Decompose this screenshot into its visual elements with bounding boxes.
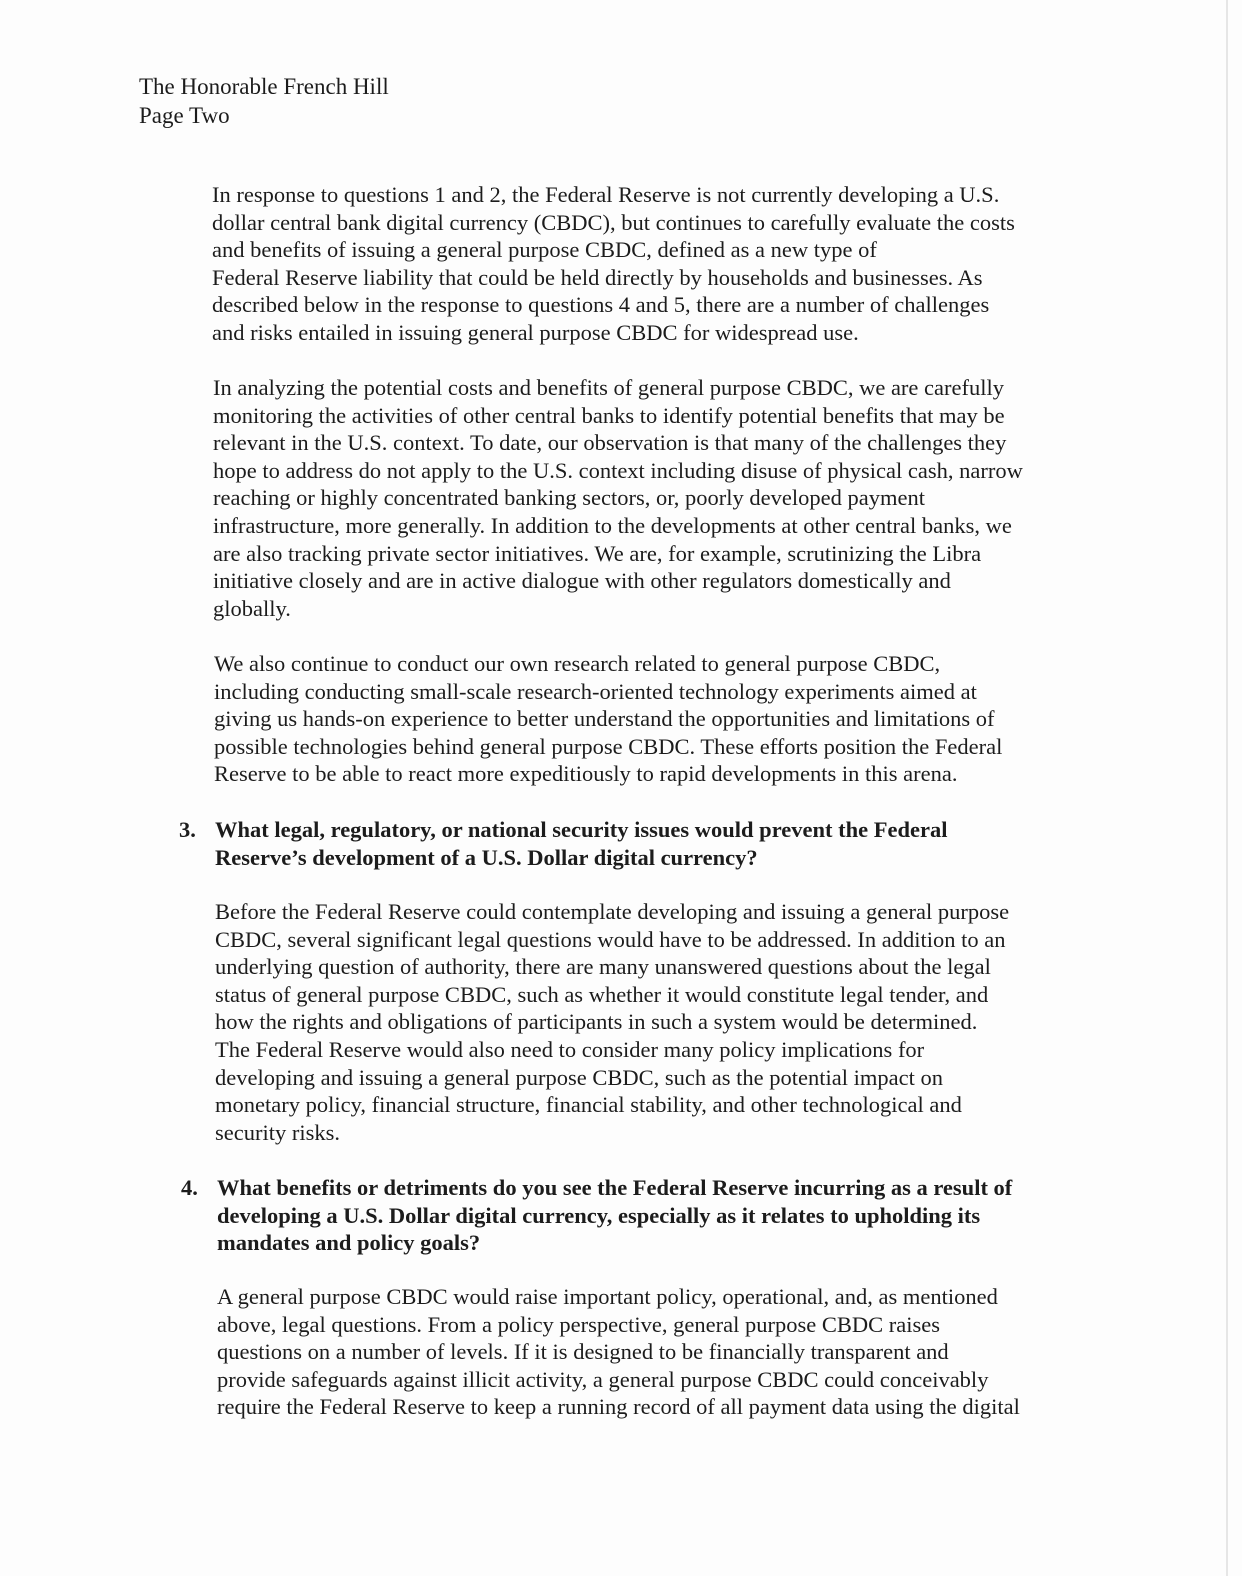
text-line: In analyzing the potential costs and benefits of general purpose CBDC, we are carefully [213, 375, 1004, 400]
text-line: CBDC, several significant legal questions would have to be addressed. In addition to an [215, 926, 1006, 952]
text-line: developing and issuing a general purpose CBDC, such as the potential impact on [215, 1064, 943, 1090]
text-line: questions on a number of levels. If it is designed to be financially transparent and [217, 1339, 949, 1365]
text-line: security risks. [215, 1119, 340, 1145]
text-line: We also continue to conduct our own research related to general purpose CBDC, [214, 651, 941, 676]
text-line: monetary policy, financial structure, financial stability, and other technological and [215, 1092, 962, 1118]
text-line: Federal Reserve liability that could be held directly by households and businesses. As [212, 264, 983, 290]
question-number: 3. [179, 817, 196, 842]
text-line: require the Federal Reserve to keep a running record of all payment data using the digital [217, 1394, 1020, 1420]
text-line: developing a U.S. Dollar digital currency, especially as it relates to upholding its [217, 1202, 981, 1228]
text-line: monitoring the activities of other central banks to identify potential benefits that may be [213, 402, 1005, 428]
text-line: In response to questions 1 and 2, the Federal Reserve is not currently developing a U.S. [212, 182, 1000, 207]
text-line: mandates and policy goals? [217, 1230, 481, 1256]
text-line: underlying question of authority, there are many unanswered questions about the legal [215, 954, 991, 980]
question-number: 4. [181, 1175, 198, 1200]
text-line: above, legal questions. From a policy perspective, general purpose CBDC raises [217, 1311, 940, 1337]
text-line: Reserve to be able to react more expeditiously to rapid developments in this arena. [214, 761, 958, 787]
question-text [215, 816, 947, 871]
text-line: provide safeguards against illicit activity, a general purpose CBDC could conceivably [217, 1366, 989, 1392]
text-line: and benefits of issuing a general purpose CBDC, defined as a new type of [212, 237, 877, 263]
text-line: possible technologies behind general purpose CBDC. These efforts position the Federal [214, 733, 1003, 759]
question-text [217, 1174, 1012, 1257]
text-line: Before the Federal Reserve could contemplate developing and issuing a general purpose [215, 899, 1010, 924]
text-line: Reserve’s development of a U.S. Dollar digital currency? [215, 844, 758, 870]
text-line: described below in the response to questions 4 and 5, there are a number of challenges [212, 292, 990, 318]
text-line: relevant in the U.S. context. To date, our observation is that many of the challenges they [213, 430, 1007, 456]
paragraph-legal-questions [215, 898, 1009, 1146]
text-line: are also tracking private sector initiatives. We are, for example, scrutinizing the Libra [213, 540, 982, 566]
text-line: The Federal Reserve would also need to consider many policy implications for [215, 1036, 925, 1062]
text-line: dollar central bank digital currency (CBDC), but continues to carefully evaluate the costs [212, 209, 1015, 235]
recipient-name: The Honorable French Hill [139, 74, 389, 99]
text-line: initiative closely and are in active dialogue with other regulators domestically and [213, 568, 951, 594]
text-line: What legal, regulatory, or national security issues would prevent the Federal [215, 817, 948, 842]
text-line: and risks entailed in issuing general purpose CBDC for widespread use. [212, 319, 859, 345]
text-line: reaching or highly concentrated banking sectors, or, poorly developed payment [213, 485, 925, 511]
text-line: infrastructure, more generally. In addition to the developments at other central banks, we [213, 512, 1012, 538]
text-line: giving us hands-on experience to better understand the opportunities and limitations of [214, 706, 995, 732]
paragraph-policy-questions [217, 1283, 1020, 1421]
paragraph-response-questions-1-2 [212, 181, 1015, 347]
paragraph-own-research [214, 650, 1002, 788]
text-line: What benefits or detriments do you see the Federal Reserve incurring as a result of [217, 1175, 1013, 1200]
paragraph-analyzing-costs [213, 374, 1023, 622]
text-line: hope to address do not apply to the U.S. context including disuse of physical cash, narrow [213, 457, 1023, 483]
text-line: including conducting small-scale research-oriented technology experiments aimed at [214, 678, 977, 704]
text-line: globally. [213, 595, 291, 621]
letter-header [139, 72, 389, 130]
page-edge [1226, 0, 1228, 1576]
text-line: how the rights and obligations of participants in such a system would be determined. [215, 1009, 978, 1035]
page-label: Page Two [139, 103, 230, 128]
text-line: A general purpose CBDC would raise important policy, operational, and, as mentioned [217, 1284, 998, 1309]
text-line: status of general purpose CBDC, such as whether it would constitute legal tender, and [215, 981, 989, 1007]
